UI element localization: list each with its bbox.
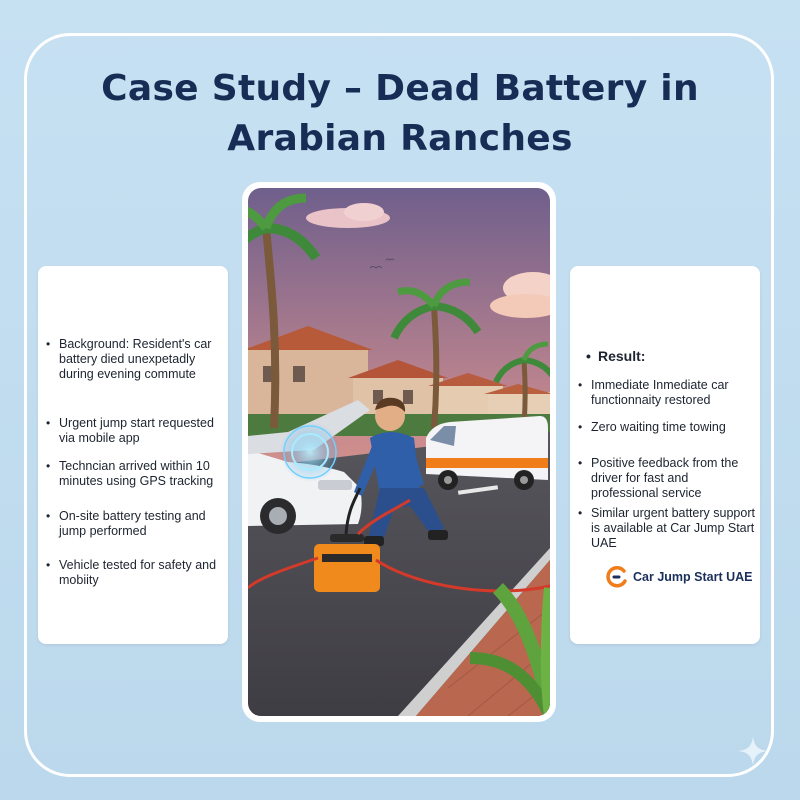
list-item: • Background: Resident's car battery died unexpetadly during evening commute xyxy=(46,337,224,382)
list-item: • On-site battery testing and jump performed xyxy=(46,509,224,539)
illustration-frame xyxy=(242,182,556,722)
list-item: • Similar urgent battery support is available at Car Jump Start UAE xyxy=(578,506,756,551)
list-item: • Vehicle tested for safety and mobiity xyxy=(46,558,224,588)
brand-swoosh-icon xyxy=(606,566,628,588)
brand-logo xyxy=(606,566,752,588)
result-heading: • Result: xyxy=(598,348,645,364)
page-title: Case Study – Dead Battery in Arabian Ranches xyxy=(101,68,699,159)
list-item: • Urgent jump start requested via mobile app xyxy=(46,416,224,446)
result-card xyxy=(570,266,760,644)
car-jump-start-illustration xyxy=(248,188,550,716)
brand-name: Car Jump Start UAE xyxy=(633,570,753,584)
list-item: • Zero waiting time towing xyxy=(578,420,756,435)
list-item: • Positive feedback from the driver for fast and professional service xyxy=(578,456,756,501)
list-item: • Techncian arrived within 10 minutes using GPS tracking xyxy=(46,459,224,489)
sparkle-icon xyxy=(736,734,770,768)
list-item: • Immediate Inmediate car functionnaity restored xyxy=(578,378,756,408)
background-card xyxy=(38,266,228,644)
